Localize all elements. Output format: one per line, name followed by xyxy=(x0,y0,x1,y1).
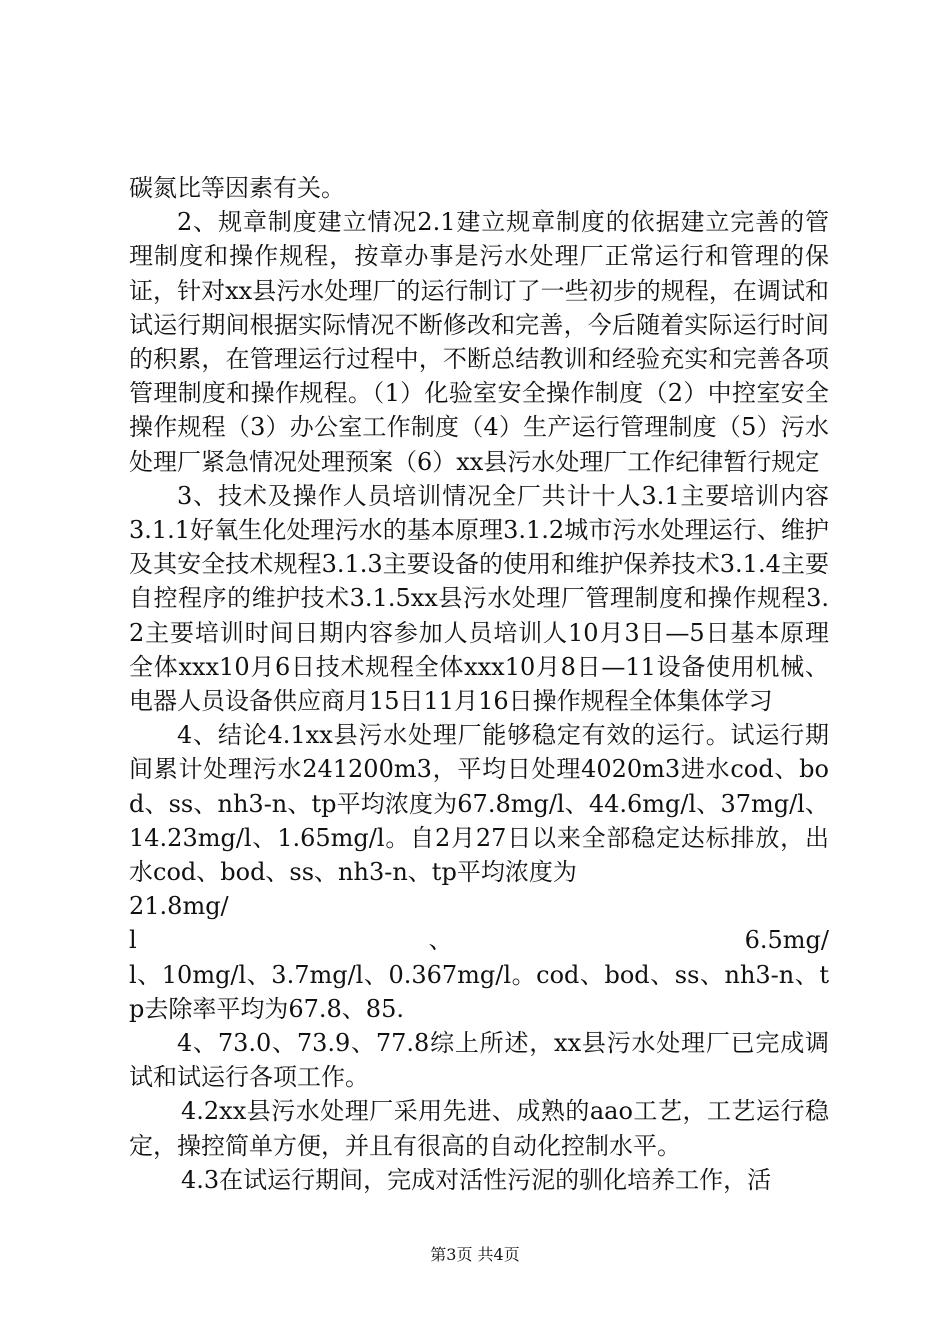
paragraph-removal-rates: l、10mg/l、3.7mg/l、0.367mg/l。cod、bod、ss、nh3-n、tp去除率平均为67.8、85. xyxy=(129,960,829,1023)
paragraph-fragment-effluent-cod: 21.8mg/ xyxy=(129,892,229,921)
paragraph-aao-process: 4.2xx县污水处理厂采用先进、成熟的aao工艺，工艺运行稳定，操控简单方便，并且有很高的自动化控制水平。 xyxy=(129,1097,829,1160)
paragraph-conclusion: 4、结论4.1xx县污水处理厂能够稳定有效的运行。试运行期间累计处理污水241200m3，平均日处理4020m3进水cod、bod、ss、nh3-n、tp平均浓度为67.8mg/l、44.6mg/l、37mg/l、14.23mg/l、1.65mg/l。自2月27日以来全部稳定达标排放，出水cod、bod、ss、nh3-n、tp平均浓度为 xyxy=(129,721,829,887)
paragraph-continuation: 碳氮比等因素有关。 xyxy=(129,174,345,202)
paragraph-sludge-culture: 4.3在试运行期间，完成对活性污泥的驯化培养工作，活 xyxy=(181,1165,772,1194)
document-body xyxy=(129,171,829,1197)
paragraph-fragment-effluent-bod: l、6.5mg/ xyxy=(129,926,829,955)
page-footer: 第3页 共4页 xyxy=(430,1245,520,1264)
paragraph-training: 3、技术及操作人员培训情况全厂共计十人3.1主要培训内容3.1.1好氧生化处理污水的基本原理3.1.2城市污水处理运行、维护及其安全技术规程3.1.3主要设备的使用和维护保养技术3.1.4主要自控程序的维护技术3.1.5xx县污水处理厂管理制度和操作规程3.2主要培训时间日期内容参加人员培训人10月3日—5日基本原理全体xxx10月6日技术规程全体xxx10月8日—11设备使用机械、电器人员设备供应商月15日11月16日操作规程全体集体学习 xyxy=(129,481,829,716)
paragraph-regulations: 2、规章制度建立情况2.1建立规章制度的依据建立完善的管理制度和操作规程，按章办事是污水处理厂正常运行和管理的保证，针对xx县污水处理厂的运行制订了一些初步的规程，在调试和试运行期间根据实际情况不断修改和完善，今后随着实际运行时间的积累，在管理运行过程中，不断总结教训和经验充实和完善各项管理制度和操作规程。（1）化验室安全操作制度（2）中控室安全操作规程（3）办公室工作制度（4）生产运行管理制度（5）污水处理厂紧急情况处理预案（6）xx县污水处理厂工作纪律暂行规定 xyxy=(129,208,829,476)
paragraph-summary: 4、73.0、73.9、77.8综上所述，xx县污水处理厂已完成调试和试运行各项工作。 xyxy=(129,1029,829,1092)
